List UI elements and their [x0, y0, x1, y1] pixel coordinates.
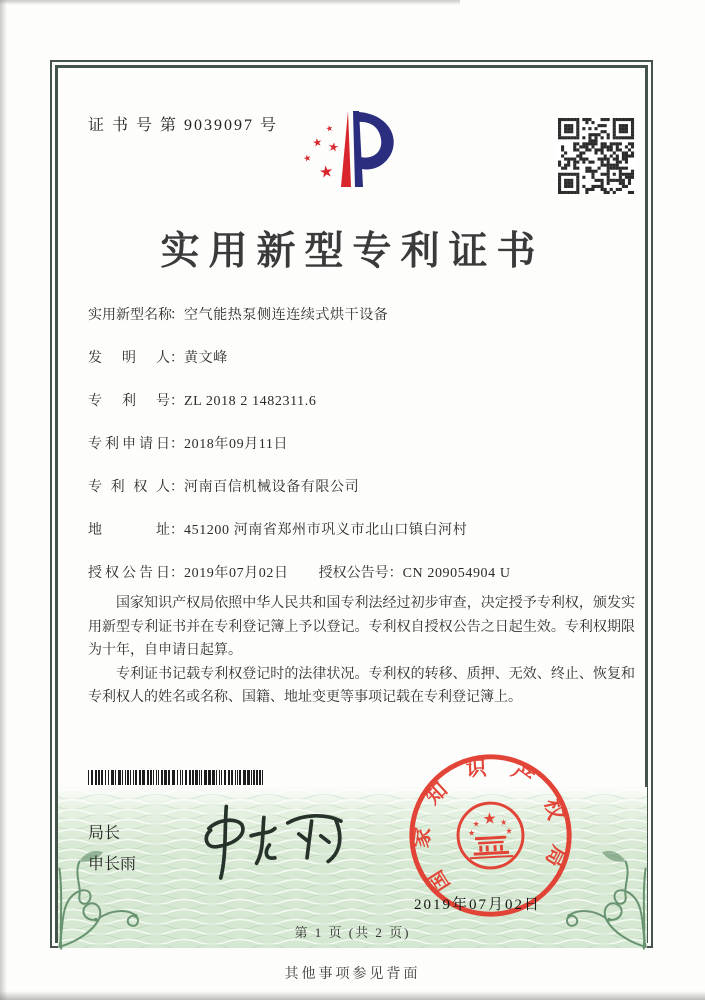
photo-edge-shadow-top: [0, 0, 460, 5]
colon: ：: [170, 394, 184, 409]
field-label: 授权公告日: [88, 566, 170, 581]
seal-date: 2019年07月02日: [414, 897, 542, 913]
legal-paragraph-2: 专利证书记载专利权登记时的法律状况。专利权的转移、质押、无效、终止、恢复和专利权人的姓名或名称、国籍、地址变更等事项记载在专利登记簿上。: [88, 666, 635, 705]
svg-text:★: ★: [505, 826, 513, 836]
field-row-patentee: [88, 476, 639, 496]
field-label: 发明人: [88, 351, 170, 366]
field-row-patent-no: [88, 390, 639, 410]
colon: ：: [170, 480, 184, 495]
field-row-address: [88, 519, 639, 539]
field-label: 专利权人: [88, 480, 170, 495]
barcode-icon: [88, 770, 266, 785]
svg-text:★: ★: [499, 817, 508, 828]
field-value: 2018年09月11日: [184, 437, 289, 452]
colon: ：: [170, 308, 184, 323]
logo-blue-bowl: [358, 112, 394, 169]
field-value: 黄文峰: [184, 351, 228, 366]
svg-text:★: ★: [325, 123, 334, 134]
field-value: CN 209054904 U: [402, 566, 511, 581]
field-label: 专利申请日: [88, 437, 170, 452]
field-row-grant: [88, 562, 639, 582]
field-label: 地址: [88, 523, 170, 538]
photo-edge-shadow-bottom: [0, 991, 705, 1000]
field-value: 451200 河南省郑州市巩义市北山口镇白河村: [184, 523, 468, 538]
field-value: 2019年07月02日: [184, 566, 289, 581]
svg-text:★: ★: [302, 153, 313, 165]
signer-name: 申长雨: [88, 856, 137, 873]
colon: ：: [170, 351, 184, 366]
field-row-filing-date: [88, 433, 639, 453]
signer-block: [88, 818, 136, 880]
field-value: 空气能热泵侧连连续式烘干设备: [184, 308, 389, 323]
colon: ：: [170, 523, 184, 538]
svg-text:★: ★: [472, 819, 480, 829]
field-list: [88, 304, 639, 605]
signer-title: 局长: [88, 825, 121, 842]
field-label: 实用新型名称: [88, 308, 172, 323]
certificate-title: 实用新型专利证书: [160, 230, 545, 273]
field-label: 授权公告号: [318, 566, 389, 581]
field-value: ZL 2018 2 1482311.6: [184, 394, 317, 409]
handwritten-signature: [196, 793, 352, 885]
svg-text:★: ★: [317, 161, 335, 182]
field-group-grant-no: [319, 566, 511, 581]
legal-text: [88, 592, 635, 710]
photo-edge-shadow-left: [0, 0, 7, 1000]
qr-code-icon: [557, 118, 635, 194]
national-emblem-icon: [456, 801, 524, 869]
field-value: 河南百信机械设备有限公司: [184, 480, 360, 495]
cnipa-logo-icon: [296, 96, 416, 198]
field-row-inventor: [88, 347, 639, 367]
logo-blue-bar: [353, 111, 363, 187]
svg-text:★: ★: [327, 139, 340, 155]
field-row-name: [88, 304, 639, 324]
seal-text: 国家知识产权局: [410, 756, 572, 896]
certificate-number: 证 书 号 第 9039097 号: [88, 117, 279, 134]
page-number: 第 1 页 (共 2 页): [294, 925, 411, 940]
svg-text:★: ★: [482, 808, 498, 829]
logo-red-spike: [341, 111, 351, 187]
colon: ：: [388, 566, 403, 581]
back-side-note: 其他事项参见背面: [284, 967, 421, 982]
colon: ：: [170, 437, 184, 452]
field-label: 专利号: [88, 394, 170, 409]
svg-text:★: ★: [467, 828, 476, 838]
svg-text:★: ★: [311, 135, 324, 150]
colon: ：: [170, 566, 184, 581]
legal-paragraph-1: 国家知识产权局依照中华人民共和国专利法经过初步审查，决定授予专利权，颁发实用新型专利证书并在专利登记簿上予以登记。专利权自授权公告之日起生效。专利权期限为十年，自申请日起算。: [88, 596, 635, 658]
